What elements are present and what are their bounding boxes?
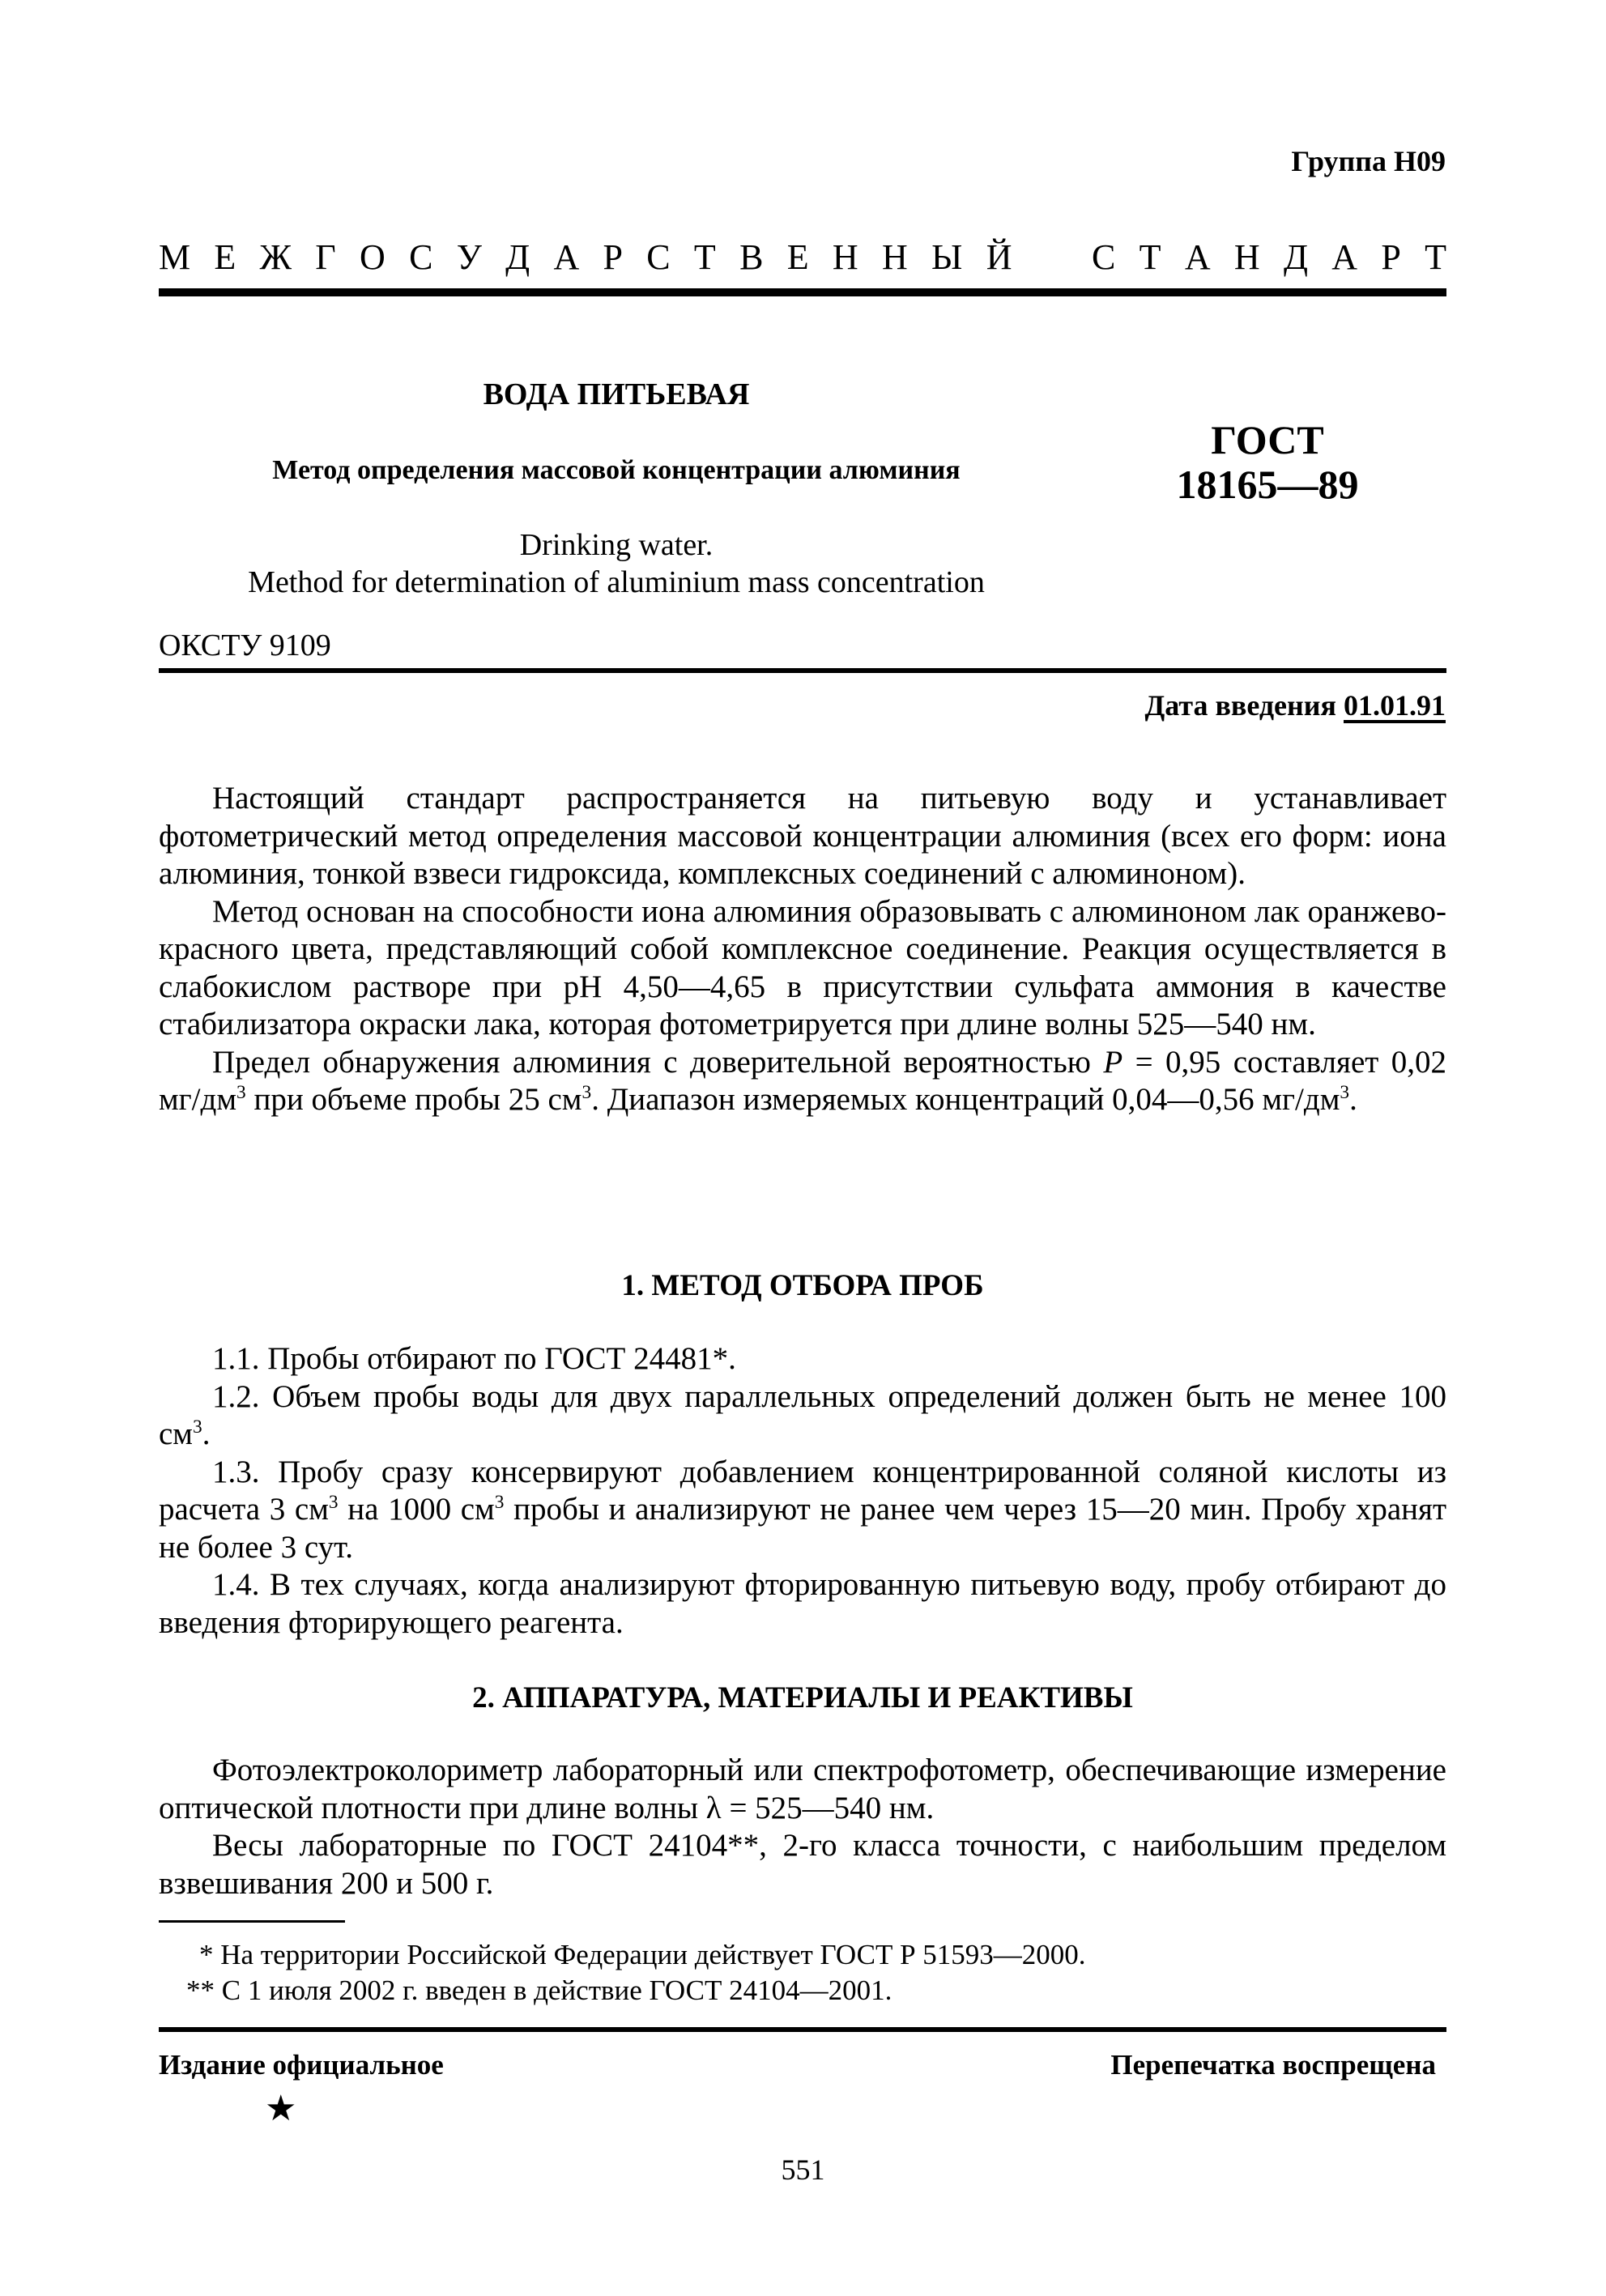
text: . <box>1349 1082 1357 1117</box>
footnote-1: * На территории Российской Федерации действует ГОСТ Р 51593—2000. <box>199 1939 1086 1970</box>
date-value: 01.01.91 <box>1344 689 1446 722</box>
superscript: 3 <box>494 1492 505 1513</box>
footnotes <box>159 1937 1446 2008</box>
letter: Н <box>881 237 908 277</box>
footnote-2: ** С 1 июля 2002 г. введен в действие ГОСТ 24104—2001. <box>186 1974 892 2006</box>
item-1-1: 1.1. Пробы отбирают по ГОСТ 24481*. <box>212 1341 736 1376</box>
item-1-2 <box>159 1378 1446 1454</box>
letter: В <box>739 237 764 277</box>
letter: Т <box>693 237 716 277</box>
intro-paragraph-3 <box>159 1044 1446 1119</box>
group-code: Группа Н09 <box>1291 145 1446 177</box>
section-2-heading: 2. АППАРАТУРА, МАТЕРИАЛЫ И РЕАКТИВЫ <box>472 1681 1133 1715</box>
reprint-prohibited-label: Перепечатка воспрещена <box>1110 2049 1436 2081</box>
letter: Е <box>786 237 809 277</box>
section-2-paragraph-1: Фотоэлектроколориметр лабораторный или спектрофотометр, обеспечивающие измерение оптической плотности при длине волны λ = 525—540 нм. <box>159 1753 1446 1825</box>
letter: У <box>456 237 482 277</box>
intro-text <box>159 780 1446 1119</box>
page-number: 551 <box>781 2153 825 2186</box>
intro-paragraph-1: Настоящий стандарт распространяется на питьевую воду и устанавливает фотометрический метод определения массовой концентрации алюминия (всех его форм: иона алюминия, тонкой взвеси гидроксида, комплексных соединений с алюминоном). <box>159 781 1446 891</box>
intro-paragraph-2: Метод основан на способности иона алюминия образовывать с алюминоном лак оранжево-красного цвета, представляющий собой комплексное соединение. Реакция осуществляется в слабокислом растворе при pH 4,50—4,65 в присутствии сульфата аммония в качестве стабилизатора окраски лака, которая фотометрируется при длине волны 525—540 нм. <box>159 893 1446 1042</box>
title-rule <box>159 668 1446 673</box>
official-edition-label: Издание официальное <box>159 2049 444 2081</box>
section-1-heading: 1. МЕТОД ОТБОРА ПРОБ <box>621 1269 984 1302</box>
superscript: 3 <box>193 1416 202 1438</box>
probability-symbol: P <box>1103 1044 1123 1080</box>
letter: Е <box>214 237 236 277</box>
text: Предел обнаружения алюминия с доверительной вероятностью <box>212 1044 1104 1080</box>
gost-number: 18165—89 <box>1176 462 1359 507</box>
letter: Р <box>1381 237 1401 277</box>
introduction-date <box>1145 688 1446 722</box>
item-1-4: 1.4. В тех случаях, когда анализируют фторированную питьевую воду, пробу отбирают до введения фторирующего реагента. <box>159 1567 1446 1640</box>
text: пробы и анализируют не ранее чем через 15—20 мин. Пробу хранят не более 3 сут. <box>159 1492 1446 1565</box>
letter: С <box>409 237 433 277</box>
letter: А <box>553 237 580 277</box>
text: при объеме пробы 25 см <box>245 1082 582 1117</box>
letter: Т <box>1425 237 1446 277</box>
letter: А <box>1331 237 1358 277</box>
letter: Д <box>1283 237 1308 277</box>
english-title-line1: Drinking water. <box>519 528 714 562</box>
letter: Г <box>315 237 336 277</box>
letter: Т <box>1139 237 1161 277</box>
text: = 0,95 составляет 0,02 мг/дм <box>159 1044 1446 1117</box>
footer-rule <box>159 2027 1446 2032</box>
section-2-text <box>159 1752 1446 1902</box>
letter: А <box>1184 237 1211 277</box>
letter: С <box>1092 237 1116 277</box>
letter: Н <box>1233 237 1260 277</box>
text: 1.3. Пробу сразу консервируют добавлением концентрированной соляной кислоты из расчета 3 см <box>159 1454 1446 1527</box>
letter: М <box>159 237 191 277</box>
okstu-code: ОКСТУ 9109 <box>159 628 331 662</box>
letter: Р <box>603 237 623 277</box>
letter: Й <box>986 237 1012 277</box>
section-2-paragraph-2: Весы лабораторные по ГОСТ 24104**, 2-го класса точности, с наибольшим пределом взвешивания 200 и 500 г. <box>159 1828 1446 1901</box>
letter: Д <box>505 237 530 277</box>
letter: С <box>646 237 671 277</box>
superscript: 3 <box>236 1082 246 1103</box>
gost-label: ГОСТ <box>1211 417 1324 462</box>
section-1-text <box>159 1340 1446 1642</box>
letter: Ы <box>931 237 963 277</box>
header-rule <box>159 288 1446 296</box>
letter: Ж <box>259 237 292 277</box>
date-label: Дата введения <box>1144 689 1344 722</box>
letter: О <box>360 237 386 277</box>
star-icon: ★ <box>265 2089 297 2128</box>
text: 1.2. Объем пробы воды для двух параллельных определений должен быть не менее 100 см <box>159 1378 1446 1451</box>
superscript: 3 <box>1340 1082 1350 1103</box>
text: . Диапазон измеряемых концентраций 0,04—0,56 мг/дм <box>591 1082 1340 1117</box>
superscript: 3 <box>581 1082 592 1103</box>
english-title-line2: Method for determination of aluminium mass concentration <box>248 565 985 599</box>
standard-type-heading <box>159 236 1446 278</box>
superscript: 3 <box>328 1492 339 1513</box>
document-subtitle: Метод определения массовой концентрации алюминия <box>272 455 961 485</box>
item-1-3 <box>159 1454 1446 1567</box>
document-title: ВОДА ПИТЬЕВАЯ <box>483 377 750 411</box>
text: на 1000 см <box>338 1492 495 1527</box>
footnote-rule <box>159 1920 345 1923</box>
text: . <box>202 1416 211 1451</box>
letter: Н <box>832 237 858 277</box>
